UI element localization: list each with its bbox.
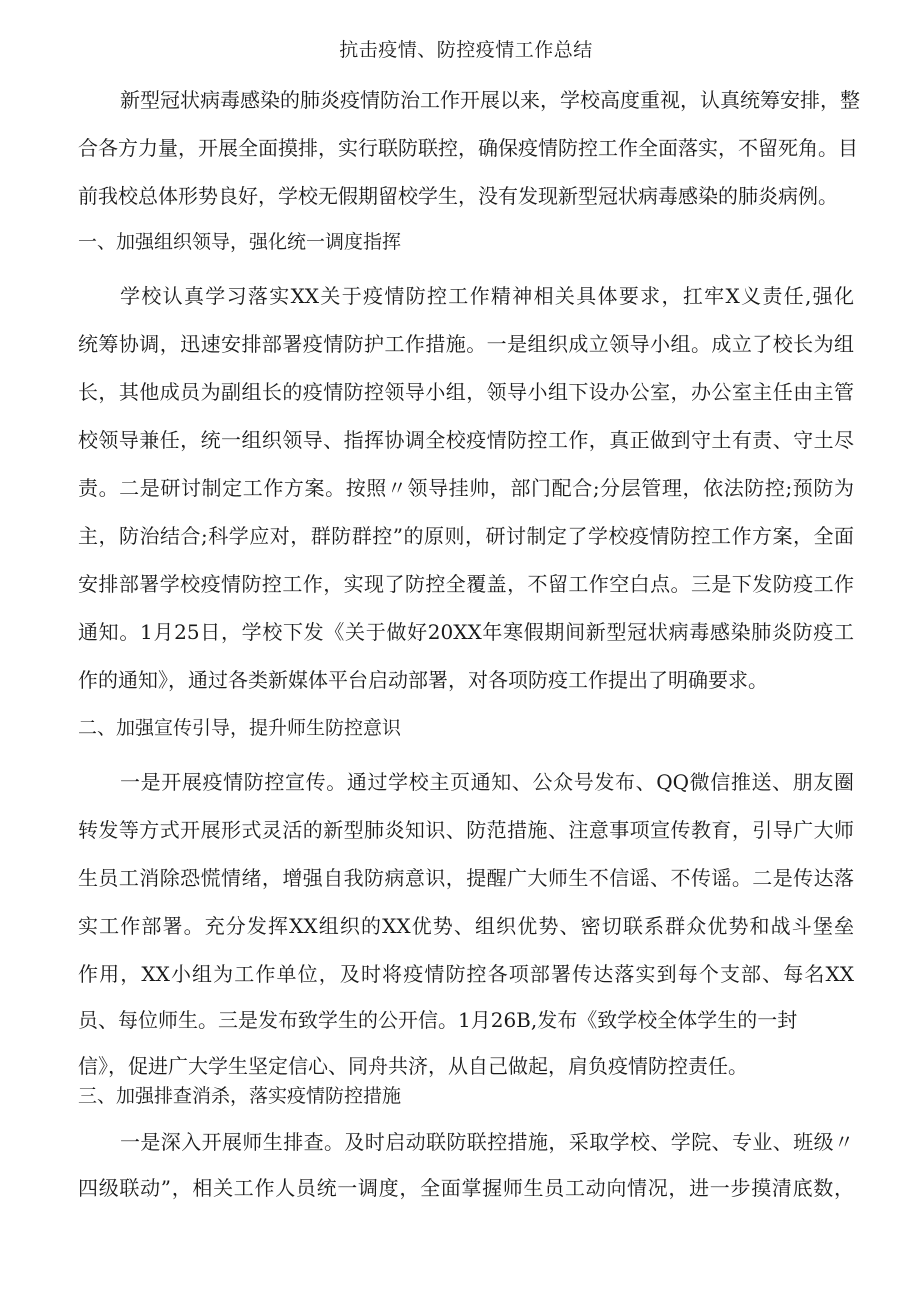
section-1-line-7: 安排部署学校疫情防控工作，实现了防控全覆盖，不留工作空白点。三是下发防疫工作 (78, 572, 854, 596)
intro-line-3: 前我校总体形势良好，学校无假期留校学生，没有发现新型冠状病毒感染的肺炎病例。 (78, 184, 838, 208)
section-2-line-4: 实工作部署。充分发挥XX组织的XX优势、组织优势、密切联系群众优势和战斗堡垒 (78, 914, 854, 938)
section-1-line-3: 长，其他成员为副组长的疫情防控领导小组，领导小组下设办公室，办公室主任由主管 (78, 380, 854, 404)
section-1-line-1: 学校认真学习落实XX关于疫情防控工作精神相关具体要求，扛牢X义责任,强化 (120, 284, 854, 308)
section-3-line-2: 四级联动”，相关工作人员统一调度，全面掌握师生员工动向情况，进一步摸清底数， (78, 1176, 854, 1200)
intro-line-1: 新型冠状病毒感染的肺炎疫情防治工作开展以来，学校高度重视，认真统筹安排，整 (120, 88, 860, 112)
section-2-line-3: 生员工消除恐慌情绪，增强自我防病意识，提醒广大师生不信谣、不传谣。二是传达落 (78, 866, 854, 890)
section-1-line-9: 作的通知》，通过各类新媒体平台启动部署，对各项防疫工作提出了明确要求。 (78, 668, 768, 692)
section-1-heading: 一、加强组织领导，强化统一调度指挥 (78, 231, 402, 253)
section-3-heading: 三、加强排查消杀，落实疫情防控措施 (78, 1085, 402, 1107)
section-1-line-5: 责。二是研讨制定工作方案。按照〃领导挂帅，部门配合;分层管理，依法防控;预防为 (78, 476, 854, 500)
section-2-line-7: 信》，促进广大学生坚定信心、同舟共济，从自己做起，肩负疫情防控责任。 (78, 1054, 748, 1078)
document-title: 抗击疫情、防控疫情工作总结 (339, 39, 593, 61)
section-1-line-2: 统筹协调，迅速安排部署疫情防护工作措施。一是组织成立领导小组。成立了校长为组 (78, 332, 854, 356)
intro-line-2: 合各方力量，开展全面摸排，实行联防联控，确保疫情防控工作全面落实，不留死角。目 (78, 136, 858, 160)
section-2-line-5: 作用，XX小组为工作单位，及时将疫情防控各项部署传达落实到每个支部、每名XX (78, 962, 854, 986)
section-2-heading: 二、加强宣传引导，提升师生防控意识 (78, 717, 402, 739)
section-1-line-4: 校领导兼任，统一组织领导、指挥协调全校疫情防控工作，真正做到守土有责、守土尽 (78, 428, 854, 452)
section-1-line-8: 通知。1月25日，学校下发《关于做好20XX年寒假期间新型冠状病毒感染肺炎防疫工 (78, 620, 854, 644)
section-2-line-6: 员、每位师生。三是发布致学生的公开信。1月26B,发布《致学校全体学生的一封 (78, 1008, 798, 1032)
section-1-line-6: 主，防治结合;科学应对，群防群控”的原则，研讨制定了学校疫情防控工作方案，全面 (78, 524, 854, 548)
section-2-line-2: 转发等方式开展形式灵活的新型肺炎知识、防范措施、注意事项宣传教育，引导广大师 (78, 818, 854, 842)
section-3-line-1: 一是深入开展师生排查。及时启动联防联控措施，采取学校、学院、专业、班级〃 (120, 1130, 854, 1154)
section-2-line-1: 一是开展疫情防控宣传。通过学校主页通知、公众号发布、QQ微信推送、朋友圈 (120, 770, 854, 794)
